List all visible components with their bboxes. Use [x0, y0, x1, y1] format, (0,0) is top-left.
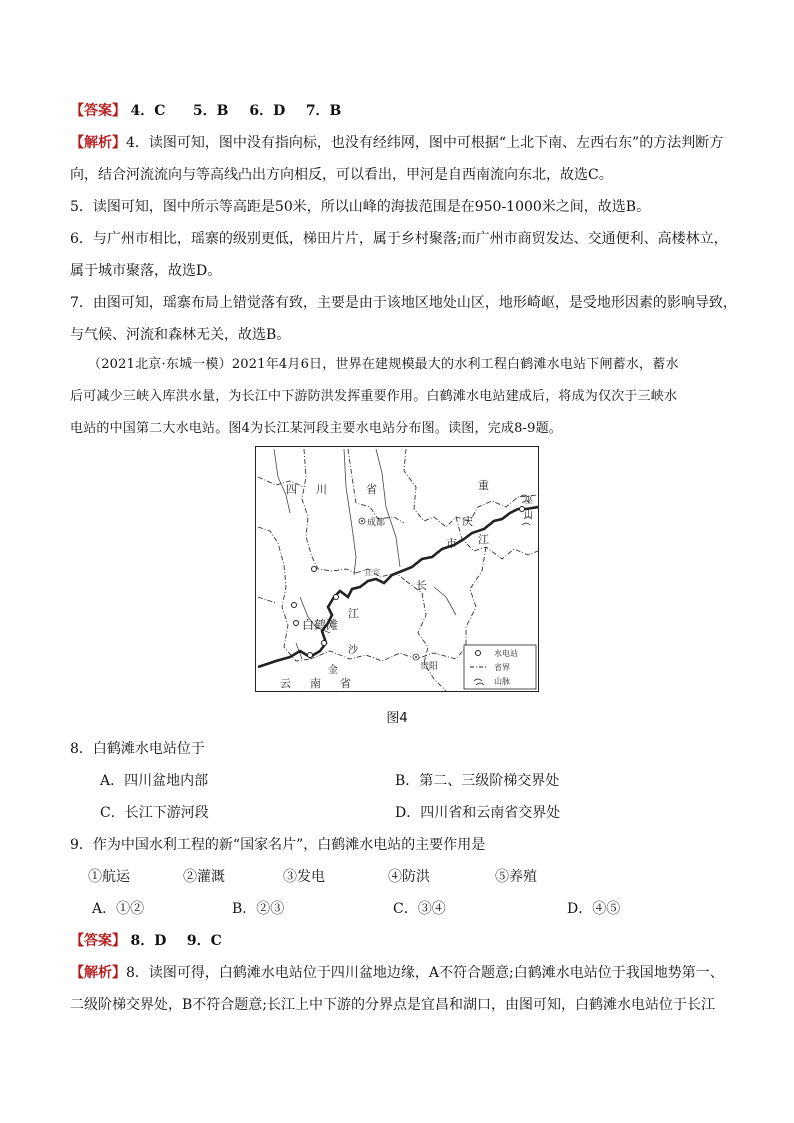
hydropower-station-icon — [322, 641, 327, 646]
q9-item-3: ③发电 — [283, 869, 325, 885]
answer-item: 6．D — [249, 103, 286, 119]
analysis-label: 【解析】 — [70, 965, 126, 981]
answer-item: 4．C — [130, 103, 166, 119]
label-shi: 市 — [446, 537, 457, 550]
q9-item-2: ②灌溉 — [183, 869, 225, 885]
answer-item: 5．B — [192, 103, 229, 119]
label-guiyang: 贵阳 — [420, 662, 439, 672]
border-line — [258, 527, 310, 661]
city-dot — [361, 520, 363, 522]
answer-line-1 — [70, 102, 734, 120]
answer-line-2 — [70, 932, 734, 950]
analysis-line: 属于城市聚落，故选D。 — [70, 263, 222, 279]
cities — [359, 518, 419, 660]
city-dot — [415, 656, 417, 658]
analysis-line: 二级阶梯交界处，B不符合题意;长江上中下游的分界点是宜昌和湖口，由图可知，白鹤滩水电站位于长江 — [70, 997, 716, 1013]
border-line — [310, 647, 466, 661]
q9-item-1: ①航运 — [88, 869, 130, 885]
label-yibin: 宜宾 — [364, 568, 380, 577]
label-chang: 长 — [416, 579, 427, 592]
label-chuan: 川 — [316, 483, 327, 496]
answer-item: 9．C — [186, 933, 222, 949]
map-svg — [256, 447, 538, 691]
hydropower-station-icon — [292, 603, 297, 608]
label-jiang2: 江 — [348, 607, 359, 620]
river-line — [376, 449, 400, 567]
label-chengdu: 成都 — [367, 518, 386, 528]
label-wu: 巫 — [524, 496, 534, 506]
intro-line: （2021北京·东城一模）2021年4月6日，世界在建规模最大的水利工程白鹤滩水电站下闸蓄水，蓄水 — [88, 357, 679, 372]
legend-mountain-label: 山脉 — [494, 677, 510, 686]
analysis-line: 7．由图可知，瑶寨布局上错觉落有致，主要是由于该地区地处山区，地形崎岖，是受地形因素的影响导致， — [70, 295, 737, 311]
q8-stem: 8．白鹤滩水电站位于 — [70, 741, 205, 757]
q9-stem: 9．作为中国水利工程的新“国家名片”，白鹤滩水电站的主要作用是 — [70, 837, 486, 853]
river-line — [344, 449, 356, 575]
label-nan: 南 — [310, 677, 321, 690]
label-shan: 山 — [524, 510, 534, 520]
label-zhong: 重 — [478, 479, 489, 492]
hydropower-station-icon — [334, 595, 339, 600]
river-map-figure — [255, 446, 539, 692]
answer-label: 【答案】 — [70, 933, 126, 949]
border-line — [258, 597, 276, 603]
analysis-text: 8．读图可得，白鹤滩水电站位于四川盆地边缘，A不符合题意;白鹤滩水电站位于我国地势第一、 — [126, 965, 724, 981]
analysis-line: 6．与广州市相比，瑶寨的级别更低，梯田片片，属于乡村聚落;而广州市商贸发达、交通便利、高楼林立， — [70, 231, 728, 247]
border-line — [258, 477, 304, 487]
border-line — [466, 547, 486, 647]
answer-item: 7．B — [305, 103, 342, 119]
hydropower-station-icon — [308, 653, 313, 658]
figure-caption: 图4 — [386, 711, 408, 726]
border-line — [302, 449, 356, 573]
legend-border-label: 省界 — [494, 663, 510, 672]
analysis-line: 向，结合河流流向与等高线凸出方向相反，可以看出，甲河是自西南流向东北，故选C。 — [70, 167, 613, 183]
q9-option-b: B．②③ — [232, 901, 285, 917]
analysis-line: 与气候、河流和森林无关，故选B。 — [70, 327, 291, 343]
label-jin: 金 — [328, 665, 338, 676]
river-line — [434, 587, 456, 615]
q9-item-4: ④防洪 — [388, 869, 430, 885]
label-jiang1: 江 — [478, 533, 489, 546]
answer-item: 8．D — [130, 933, 167, 949]
label-sheng2: 省 — [340, 677, 351, 690]
analysis-line: 5．读图可知，图中所示等高距是50米，所以山峰的海拔范围是在950-1000米之间，故选B。 — [70, 199, 651, 215]
river-line — [274, 449, 290, 513]
label-qing: 庆 — [462, 515, 473, 528]
hydropower-station-icon — [294, 621, 299, 626]
q8-option-b: B．第二、三级阶梯交界处 — [395, 773, 560, 789]
intro-line: 电站的中国第二大水电站。图4为长江某河段主要水电站分布图。读图，完成8-9题。 — [70, 421, 563, 436]
q9-option-d: D．④⑤ — [567, 901, 621, 917]
label-si: 四 — [286, 483, 297, 496]
q8-option-d: D．四川省和云南省交界处 — [395, 805, 561, 821]
q8-option-c: C．长江下游河段 — [100, 805, 209, 821]
legend-station-icon — [476, 651, 481, 656]
intro-line: 后可减少三峡入库洪水量，为长江中下游防洪发挥重要作用。白鹤滩水电站建成后，将成为仅次于三峡水 — [70, 389, 678, 404]
analysis-line — [70, 964, 734, 982]
q9-item-5: ⑤养殖 — [495, 869, 537, 885]
analysis-line — [70, 134, 734, 152]
label-sheng: 省 — [366, 483, 377, 496]
analysis-label: 【解析】 — [70, 135, 126, 151]
label-baihetan: 白鹤滩 — [302, 618, 339, 632]
hydropower-station-icon — [312, 567, 317, 572]
q9-option-a: A．①② — [92, 901, 145, 917]
q8-option-a: A．四川盆地内部 — [100, 773, 209, 789]
label-sha: 沙 — [348, 645, 358, 656]
label-yun: 云 — [280, 677, 291, 690]
legend-station-label: 水电站 — [494, 649, 518, 658]
main-river — [258, 507, 538, 667]
map-legend — [464, 645, 536, 689]
answer-label: 【答案】 — [70, 103, 126, 119]
border-line — [406, 581, 446, 691]
q9-option-c: C．③④ — [393, 901, 446, 917]
analysis-text: 4．读图可知，图中没有指向标，也没有经纬网，图中可根据“上北下南、左西右东”的方法判断方 — [126, 135, 724, 151]
